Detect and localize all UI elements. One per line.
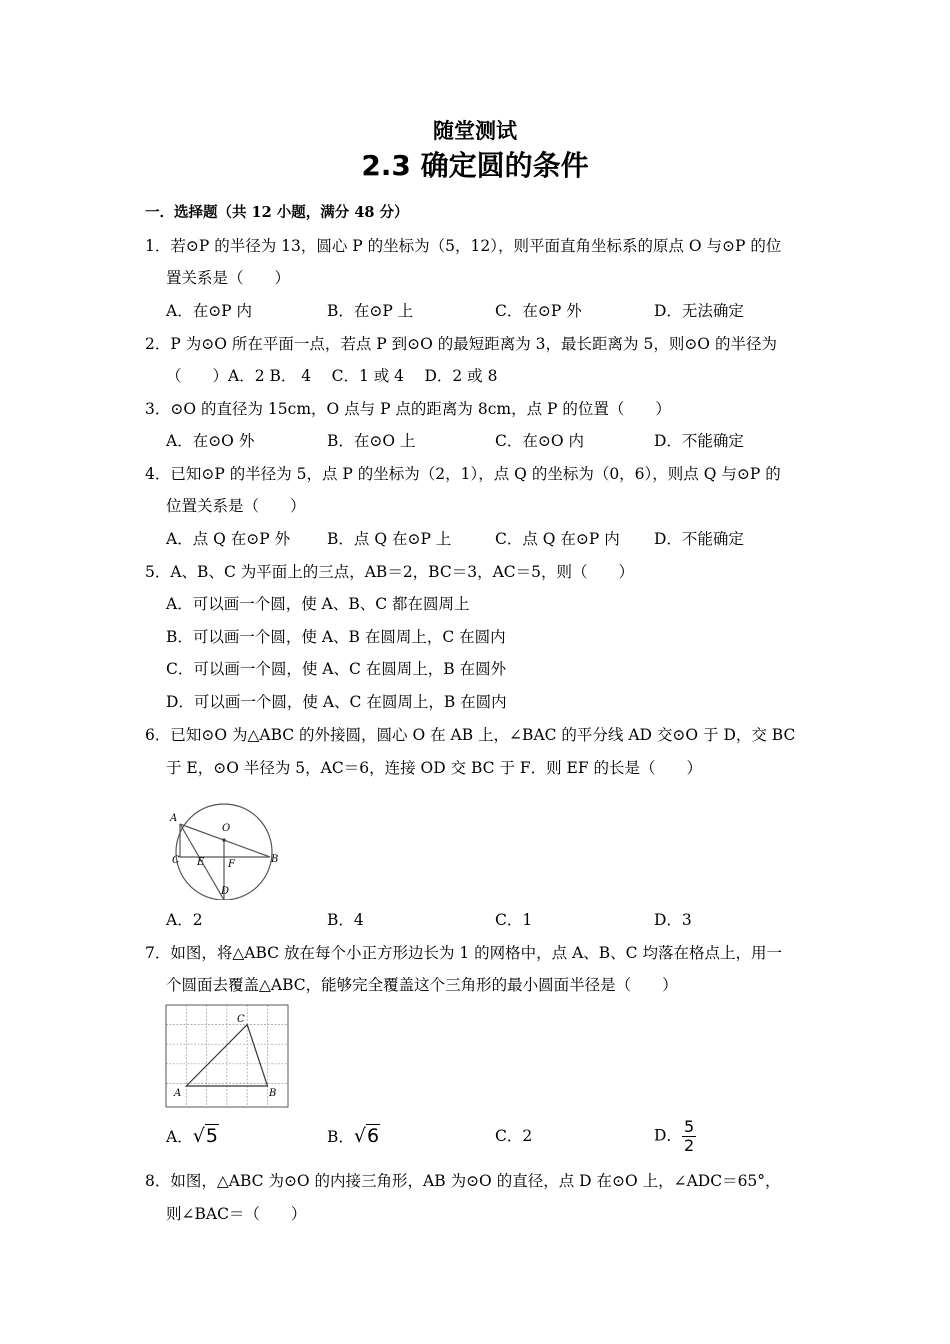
q2-stem-line2: （ ）A．2 B． 4 C．1 或 4 D．2 或 8 — [166, 367, 498, 385]
section-heading: 一．选择题（共 12 小题，满分 48 分） — [145, 204, 409, 221]
q1-stem-line2: 置关系是（ ） — [166, 269, 291, 287]
q6-circle-figure — [160, 800, 290, 900]
sqrt-symbol: √5 — [192, 1125, 218, 1147]
q6-option-c: C．1 — [495, 911, 533, 929]
q4-option-d: D．不能确定 — [654, 530, 744, 548]
q7-option-d — [654, 1118, 696, 1155]
label-c: C — [172, 855, 180, 866]
fraction-denominator: 2 — [683, 1136, 695, 1155]
q1-stem-line1: 1．若⊙P 的半径为 13，圆心 P 的坐标为（5，12），则平面直角坐标系的原点 O 与⊙P 的位 — [145, 237, 782, 255]
q4-stem-line2: 位置关系是（ ） — [166, 497, 306, 515]
fraction-numerator: 5 — [683, 1117, 695, 1136]
q5-option-c: C．可以画一个圆，使 A、C 在圆周上，B 在圆外 — [166, 660, 507, 678]
sqrt-symbol: √6 — [353, 1125, 380, 1147]
q7-grid-figure — [165, 1004, 289, 1108]
q3-option-d: D．不能确定 — [654, 432, 744, 450]
q4-option-a: A．点 Q 在⊙P 外 — [166, 530, 291, 548]
fraction — [682, 1118, 696, 1155]
page-subtitle: 随堂测试 — [433, 118, 517, 143]
q3-option-a: A．在⊙O 外 — [166, 432, 255, 450]
q7-option-c: C．2 — [495, 1127, 533, 1145]
q5-option-d: D．可以画一个圆，使 A、C 在圆周上，B 在圆内 — [166, 693, 507, 711]
q4-stem-line1: 4．已知⊙P 的半径为 5，点 P 的坐标为（2，1），点 Q 的坐标为（0，6），则点 Q 与⊙P 的 — [145, 465, 781, 483]
label-a: A — [174, 1088, 182, 1099]
label-d: D — [221, 886, 230, 897]
page-title: 2.3 确定圆的条件 — [361, 149, 589, 182]
q6-option-d: D．3 — [654, 911, 692, 929]
q7-option-a-radicand: 5 — [205, 1125, 218, 1147]
q8-stem-line2: 则∠BAC＝（ ） — [166, 1205, 307, 1223]
center-point-o — [222, 838, 225, 841]
q6-stem-line1: 6．已知⊙O 为△ABC 的外接圆，圆心 O 在 AB 上，∠BAC 的平分线 AD 交⊙O 于 D，交 BC — [145, 726, 796, 744]
q7-option-a — [166, 1126, 219, 1147]
q7-option-a-prefix: A． — [166, 1128, 193, 1146]
q1-option-d: D．无法确定 — [654, 302, 744, 320]
label-f: F — [228, 859, 235, 870]
q6-option-a: A．2 — [166, 911, 203, 929]
q7-option-d-prefix: D． — [654, 1126, 682, 1145]
q1-option-b: B．在⊙P 上 — [327, 302, 414, 320]
q3-option-c: C．在⊙O 内 — [495, 432, 584, 450]
label-b: B — [269, 1088, 277, 1099]
q4-option-c: C．点 Q 在⊙P 内 — [495, 530, 620, 548]
q7-option-b-prefix: B． — [327, 1128, 354, 1146]
q1-option-a: A．在⊙P 内 — [166, 302, 253, 320]
q7-option-b-radicand: 6 — [367, 1125, 380, 1147]
q1-option-c: C．在⊙P 外 — [495, 302, 582, 320]
q2-stem-line1: 2．P 为⊙O 所在平面一点，若点 P 到⊙O 的最短距离为 3，最长距离为 5，则⊙O 的半径为 — [145, 335, 777, 353]
q7-stem-line1: 7．如图，将△ABC 放在每个小正方形边长为 1 的网格中，点 A、B、C 均落在格点上，用一 — [145, 944, 782, 962]
q7-stem-line2: 个圆面去覆盖△ABC，能够完全覆盖这个三角形的最小圆面半径是（ ） — [166, 976, 678, 994]
q5-stem-line1: 5．A、B、C 为平面上的三点，AB＝2，BC＝3，AC＝5，则（ ） — [145, 563, 634, 581]
label-o: O — [222, 823, 231, 834]
q4-option-b: B．点 Q 在⊙P 上 — [327, 530, 452, 548]
label-e: E — [197, 857, 205, 868]
q5-option-b: B．可以画一个圆，使 A、B 在圆周上，C 在圆内 — [166, 628, 506, 646]
label-a: A — [170, 813, 178, 824]
q6-stem-line2: 于 E，⊙O 半径为 5，AC＝6，连接 OD 交 BC 于 F．则 EF 的长是（ ） — [166, 759, 703, 777]
label-c: C — [237, 1014, 245, 1025]
q7-option-b — [327, 1126, 380, 1147]
q8-stem-line1: 8．如图，△ABC 为⊙O 的内接三角形，AB 为⊙O 的直径，点 D 在⊙O 上，∠ADC＝65°， — [145, 1172, 781, 1190]
label-b: B — [271, 854, 279, 865]
q3-stem-line1: 3．⊙O 的直径为 15cm，O 点与 P 点的距离为 8cm，点 P 的位置（ ） — [145, 400, 671, 418]
q6-option-b: B．4 — [327, 911, 364, 929]
q3-option-b: B．在⊙O 上 — [327, 432, 416, 450]
q5-option-a: A．可以画一个圆，使 A、B、C 都在圆周上 — [166, 595, 470, 613]
